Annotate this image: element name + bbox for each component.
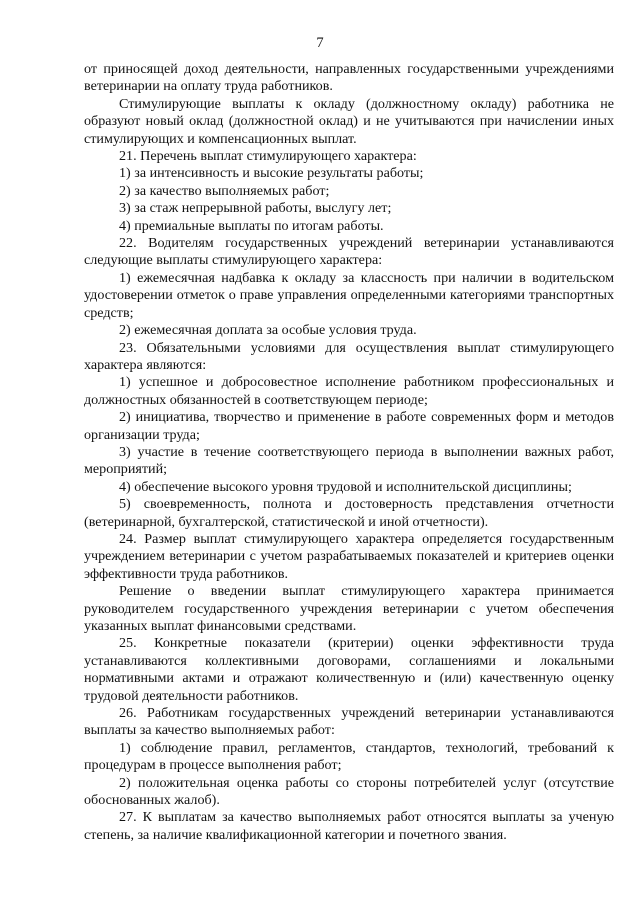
list-item: 2) положительная оценка работы со стороны потребителей услуг (отсутствие обоснованных жалоб). <box>84 774 614 809</box>
paragraph: 27. К выплатам за качество выполняемых работ относятся выплаты за ученую степень, за наличие квалификационной категории и почетного звания. <box>84 809 614 843</box>
list-item: 3) за стаж непрерывной работы, выслугу лет; <box>119 200 392 217</box>
paragraph: Решение о введении выплат стимулирующего характера принимается руководителем государственного учреждения ветеринарии с учетом обеспечения указанных выплат финансовыми средствами. <box>84 583 614 634</box>
list-heading: 26. Работникам государственных учреждений ветеринарии устанавливаются выплаты за качество выполняемых работ: <box>84 705 614 739</box>
paragraph: от приносящей доход деятельности, направленных государственными учреждениями ветеринарии на оплату труда работников. <box>84 61 614 95</box>
list-item: 1) соблюдение правил, регламентов, стандартов, технологий, требований к процедурам в процессе выполнения работ; <box>84 739 614 774</box>
list-item: 2) инициатива, творчество и применение в работе современных форм и методов организации труда; <box>84 409 614 443</box>
list-heading: 23. Обязательными условиями для осуществления выплат стимулирующего характера являются: <box>84 339 614 373</box>
paragraph: 24. Размер выплат стимулирующего характера определяется государственным учреждением ветеринарии с учетом разрабатываемых показателей и критериев оценки эффективности труда работников. <box>84 530 614 582</box>
list-heading: 21. Перечень выплат стимулирующего характера: <box>119 148 417 165</box>
list-item: 4) обеспечение высокого уровня трудовой и исполнительской дисциплины; <box>119 478 572 495</box>
list-item: 5) своевременность, полнота и достоверность представления отчетности (ветеринарной, бухгалтерской, статистической и иной отчетности). <box>84 496 614 530</box>
page-number: 7 <box>316 35 324 51</box>
paragraph: 25. Конкретные показатели (критерии) оценки эффективности труда устанавливаются коллективными договорами, соглашениями и локальными нормативными актами и отражают количественную и (или) качественную оценку трудовой деятельности работников. <box>84 635 614 704</box>
list-item: 3) участие в течение соответствующего периода в выполнении важных работ, мероприятий; <box>84 443 614 478</box>
document-body <box>84 61 614 844</box>
list-item: 2) за качество выполняемых работ; <box>119 182 330 199</box>
list-item: 1) ежемесячная надбавка к окладу за классность при наличии в водительском удостоверении отметок о праве управления определенными категориями транспортных средств; <box>84 269 614 321</box>
paragraph: Стимулирующие выплаты к окладу (должностному окладу) работника не образуют новый оклад (должностной оклад) и не учитываются при начислении иных стимулирующих и компенсационных выплат. <box>84 95 614 147</box>
list-heading: 22. Водителям государственных учреждений ветеринарии устанавливаются следующие выплаты стимулирующего характера: <box>84 235 614 269</box>
list-item: 1) за интенсивность и высокие результаты работы; <box>119 165 424 182</box>
list-item: 1) успешное и добросовестное исполнение работником профессиональных и должностных обязанностей в соответствующем периоде; <box>84 374 614 408</box>
list-item: 4) премиальные выплаты по итогам работы. <box>119 217 384 234</box>
list-item: 2) ежемесячная доплата за особые условия труда. <box>119 322 417 339</box>
